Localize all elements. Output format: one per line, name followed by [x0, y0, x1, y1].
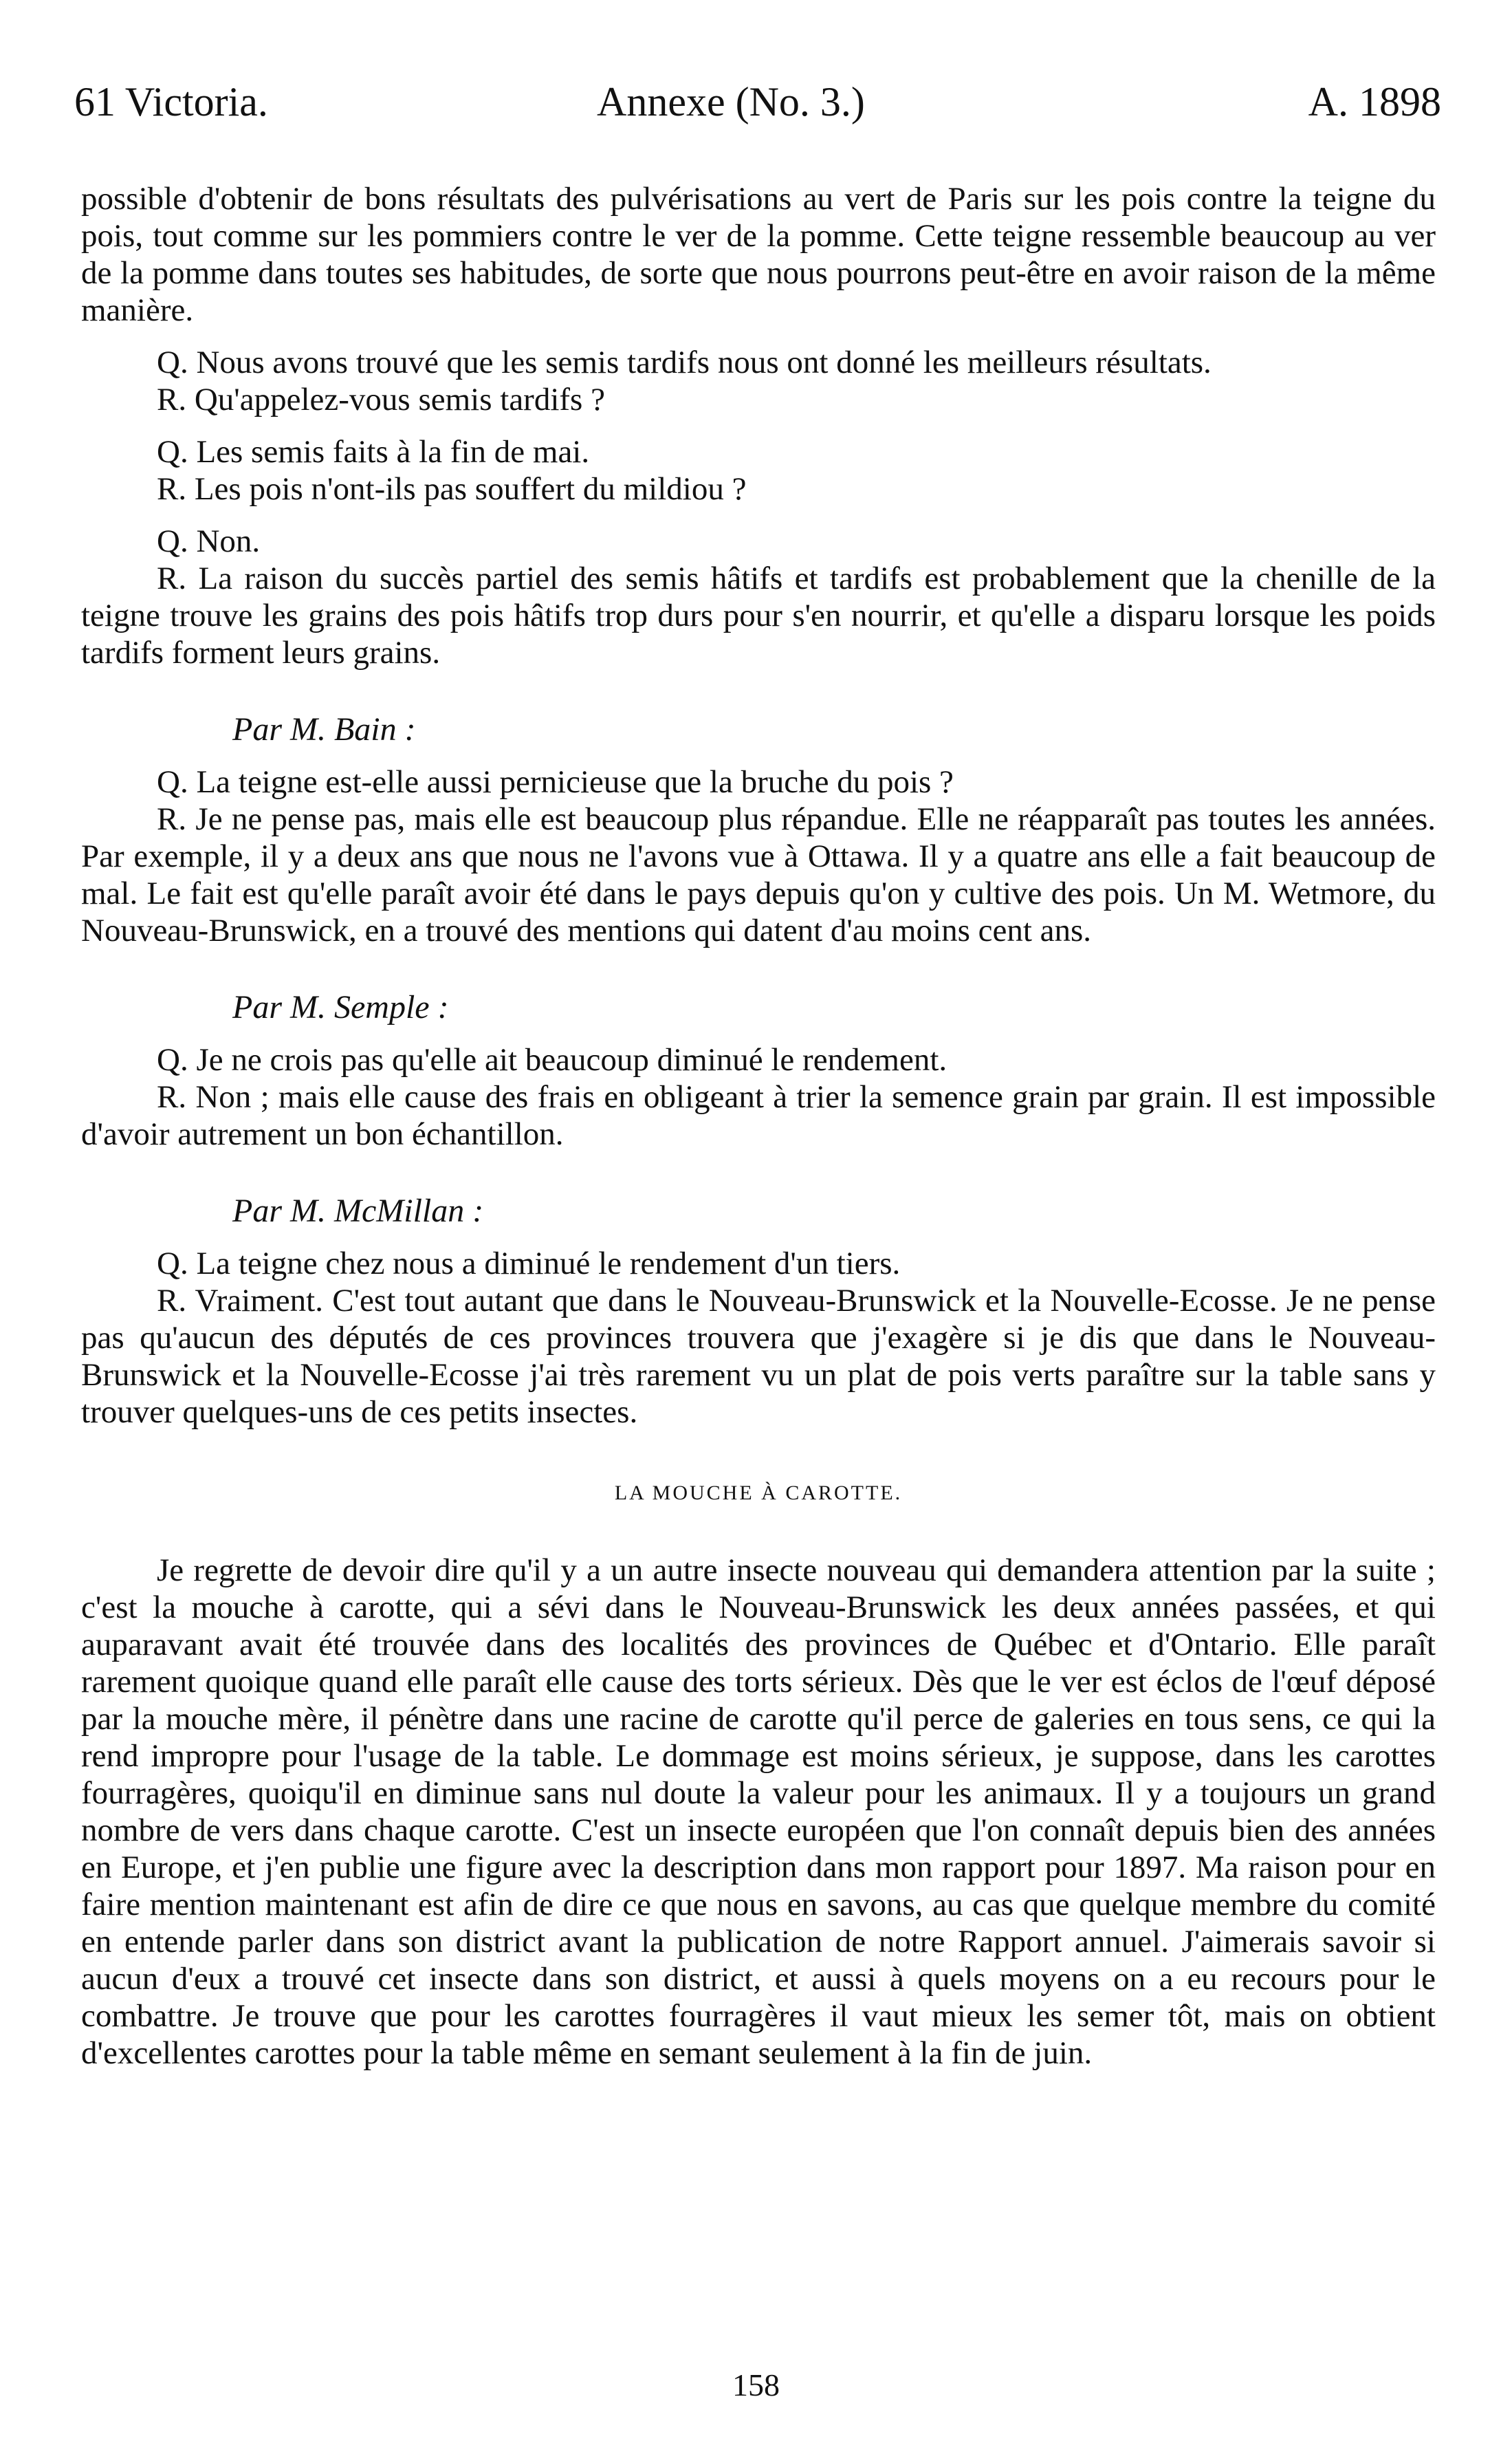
answer-2: R. Les pois n'ont-ils pas souffert du mildiou ?: [157, 471, 747, 507]
paragraph-continued: possible d'obtenir de bons résultats des pulvérisations au vert de Paris sur les pois contre la teigne du pois, tout comme sur les pommiers contre le ver de la pomme. Cette teigne ressemble beaucoup au ver de la pomme dans toutes ses habitudes, de sorte que nous pourrons peut-être en avoir raison de la même manière.: [81, 181, 1436, 328]
section-title: LA MOUCHE À CAROTTE.: [614, 1482, 903, 1504]
page-header: [74, 74, 1441, 129]
answer-6: R. Vraiment. C'est tout autant que dans le Nouveau-Brunswick et la Nouvelle-Ecosse. Je ne pense pas qu'aucun des députés de ces provinces trouvera que j'exagère si je dis que dans le Nouveau-Brunswick et la Nouvelle-Ecosse j'ai très rarement vu un plat de pois verts paraître sur la table sans y trouver quelques-uns de ces petits insectes.: [81, 1283, 1436, 1430]
speaker-bain: Par M. Bain :: [232, 711, 416, 748]
page-body: [81, 180, 1436, 2072]
question-6: Q. La teigne chez nous a diminué le rendement d'un tiers.: [157, 1246, 901, 1281]
question-1: Q. Nous avons trouvé que les semis tardifs nous ont donné les meilleurs résultats.: [157, 345, 1212, 380]
answer-4: R. Je ne pense pas, mais elle est beaucoup plus répandue. Elle ne réapparaît pas toutes les années. Par exemple, il y a deux ans que nous ne l'avons vue à Ottawa. Il y a quatre ans elle a fait beaucoup de mal. Le fait est qu'elle paraît avoir été dans le pays depuis qu'on y cultive des pois. Un M. Wetmore, du Nouveau-Brunswick, en a trouvé des mentions qui datent d'au moins cent ans.: [81, 801, 1436, 948]
speaker-semple: Par M. Semple :: [232, 989, 449, 1026]
header-session: 61 Victoria.: [74, 79, 268, 124]
question-2: Q. Les semis faits à la fin de mai.: [157, 434, 590, 470]
paragraph-carrot-fly: Je regrette de devoir dire qu'il y a un autre insecte nouveau qui demandera attention par la suite ; c'est la mouche à carotte, qui a sévi dans le Nouveau-Brunswick les deux années passées, et qui auparavant avait été trouvée dans des localités des provinces de Québec et d'Ontario. Elle paraît rarement quoique quand elle paraît elle cause des torts sérieux. Dès que le ver est éclos de l'œuf déposé par la mouche mère, il pénètre dans une racine de carotte qu'il perce de galeries en tous sens, ce qui la rend impropre pour l'usage de la table. Le dommage est moins sérieux, je suppose, dans les carottes fourragères, quoiqu'il en diminue sans nul doute la valeur pour les animaux. Il y a toujours un grand nombre de vers dans chaque carotte. C'est un insecte européen que l'on connaît depuis bien des années en Europe, et j'en publie une figure avec la description dans mon rapport pour 1897. Ma raison pour en faire mention maintenant est afin de dire ce que nous en savons, au cas que quelque membre du comité en entende parler dans son district avant la publication de notre Rapport annuel. J'aimerais savoir si aucun d'eux a trouvé cet insecte dans son district, et aussi à quels moyens on a eu recours pour le combattre. Je trouve que pour les carottes fourragères il vaut mieux les semer tôt, mais on obtient d'excellentes carottes pour la table même en semant seulement à la fin de juin.: [81, 1552, 1436, 2071]
page-number: 158: [732, 2367, 780, 2402]
question-3: Q. Non.: [157, 523, 261, 559]
header-annex: Annexe (No. 3.): [597, 79, 865, 124]
answer-1: R. Qu'appelez-vous semis tardifs ?: [157, 382, 605, 417]
question-5: Q. Je ne crois pas qu'elle ait beaucoup diminué le rendement.: [157, 1042, 947, 1078]
answer-5: R. Non ; mais elle cause des frais en obligeant à trier la semence grain par grain. Il est impossible d'avoir autrement un bon échantillon.: [81, 1079, 1436, 1152]
header-year: A. 1898: [1308, 79, 1441, 124]
speaker-mcmillan: Par M. McMillan :: [232, 1193, 484, 1229]
answer-3: R. La raison du succès partiel des semis hâtifs et tardifs est probablement que la chenille de la teigne trouve les grains des pois hâtifs trop durs pour s'en nourrir, et qu'elle a disparu lorsque les poids tardifs forment leurs grains.: [81, 561, 1436, 671]
question-4: Q. La teigne est-elle aussi pernicieuse que la bruche du pois ?: [157, 764, 954, 800]
